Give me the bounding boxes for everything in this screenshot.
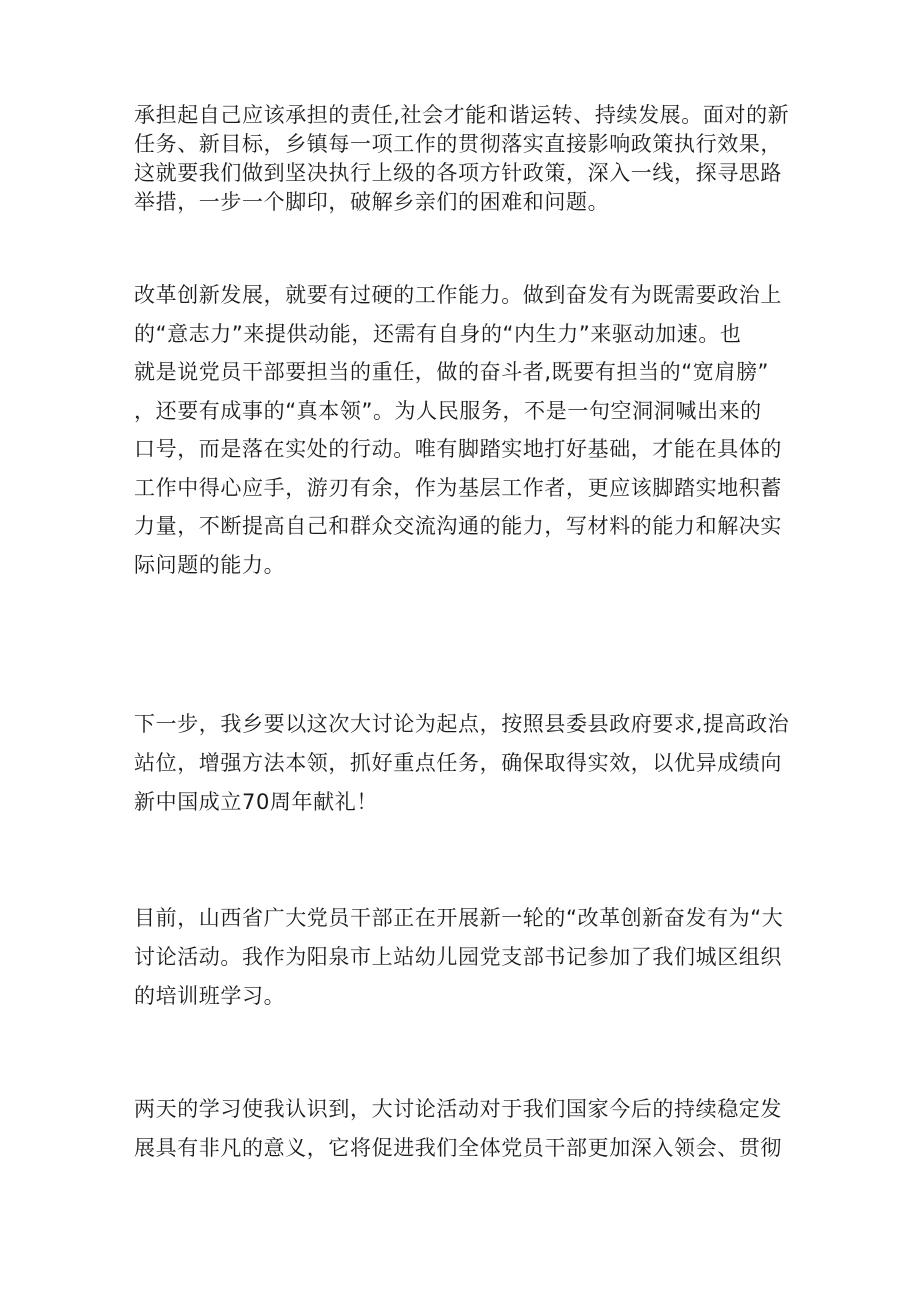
text-line: 任务、新目标，乡镇每一项工作的贯彻落实直接影响政策执行效果， <box>134 132 782 156</box>
text-line: 展具有非凡的意义，它将促进我们全体党员干部更加深入领会、贯彻 <box>134 1136 782 1160</box>
text-line: 讨论活动。我作为阳泉市上站幼儿园党支部书记参加了我们城区组织 <box>134 945 782 969</box>
paragraph-4 <box>134 899 794 1016</box>
paragraph-1 <box>134 101 794 217</box>
text-line: 目前，山西省广大党员干部正在开展新一轮的“改革创新奋发有为“大 <box>134 906 784 930</box>
text-line: 的培训班学习。 <box>134 984 286 1008</box>
text-line: 这就要我们做到坚决执行上级的各项方针政策，深入一线，探寻思路 <box>134 161 782 185</box>
text-line: 工作中得心应手，游刃有余，作为基层工作者，更应该脚踏实地积蓄 <box>134 475 782 500</box>
text-line: 下一步，我乡要以这次大讨论为起点，按照县委县政府要求,提高政治 <box>134 712 790 736</box>
text-line: ，还要有成事的“真本领”。为人民服务，不是一句空洞洞喊出来的 <box>134 398 762 423</box>
text-line: 新中国成立70周年献礼！ <box>134 790 378 814</box>
text-line: 举措，一步一个脚印，破解乡亲们的困难和问题。 <box>134 190 610 214</box>
text-line: 改革创新发展，就要有过硬的工作能力。做到奋发有为既需要政治上 <box>134 283 782 307</box>
paragraph-3 <box>134 705 794 822</box>
text-line: 的“意志力”来提供动能，还需有自身的“内生力”来驱动加速。也 <box>134 321 742 346</box>
text-line: 承担起自己应该承担的责任,社会才能和谐运转、持续发展。面对的新 <box>134 103 790 127</box>
text-line: 力量，不断提高自己和群众交流沟通的能力，写材料的能力和解决实 <box>134 514 782 538</box>
paragraph-2 <box>134 276 794 584</box>
paragraph-5 <box>134 1090 794 1168</box>
text-line: 际问题的能力。 <box>134 552 286 577</box>
text-line: 两天的学习使我认识到，大讨论活动对于我们国家今后的持续稳定发 <box>134 1097 782 1121</box>
text-line: 就是说党员干部要担当的重任，做的奋斗者,既要有担当的“宽肩膀” <box>134 360 770 384</box>
text-line: 站位，增强方法本领，抓好重点任务，确保取得实效，以优异成绩向 <box>134 751 782 775</box>
text-line: 口号，而是落在实处的行动。唯有脚踏实地打好基础，才能在具体的 <box>134 437 782 461</box>
